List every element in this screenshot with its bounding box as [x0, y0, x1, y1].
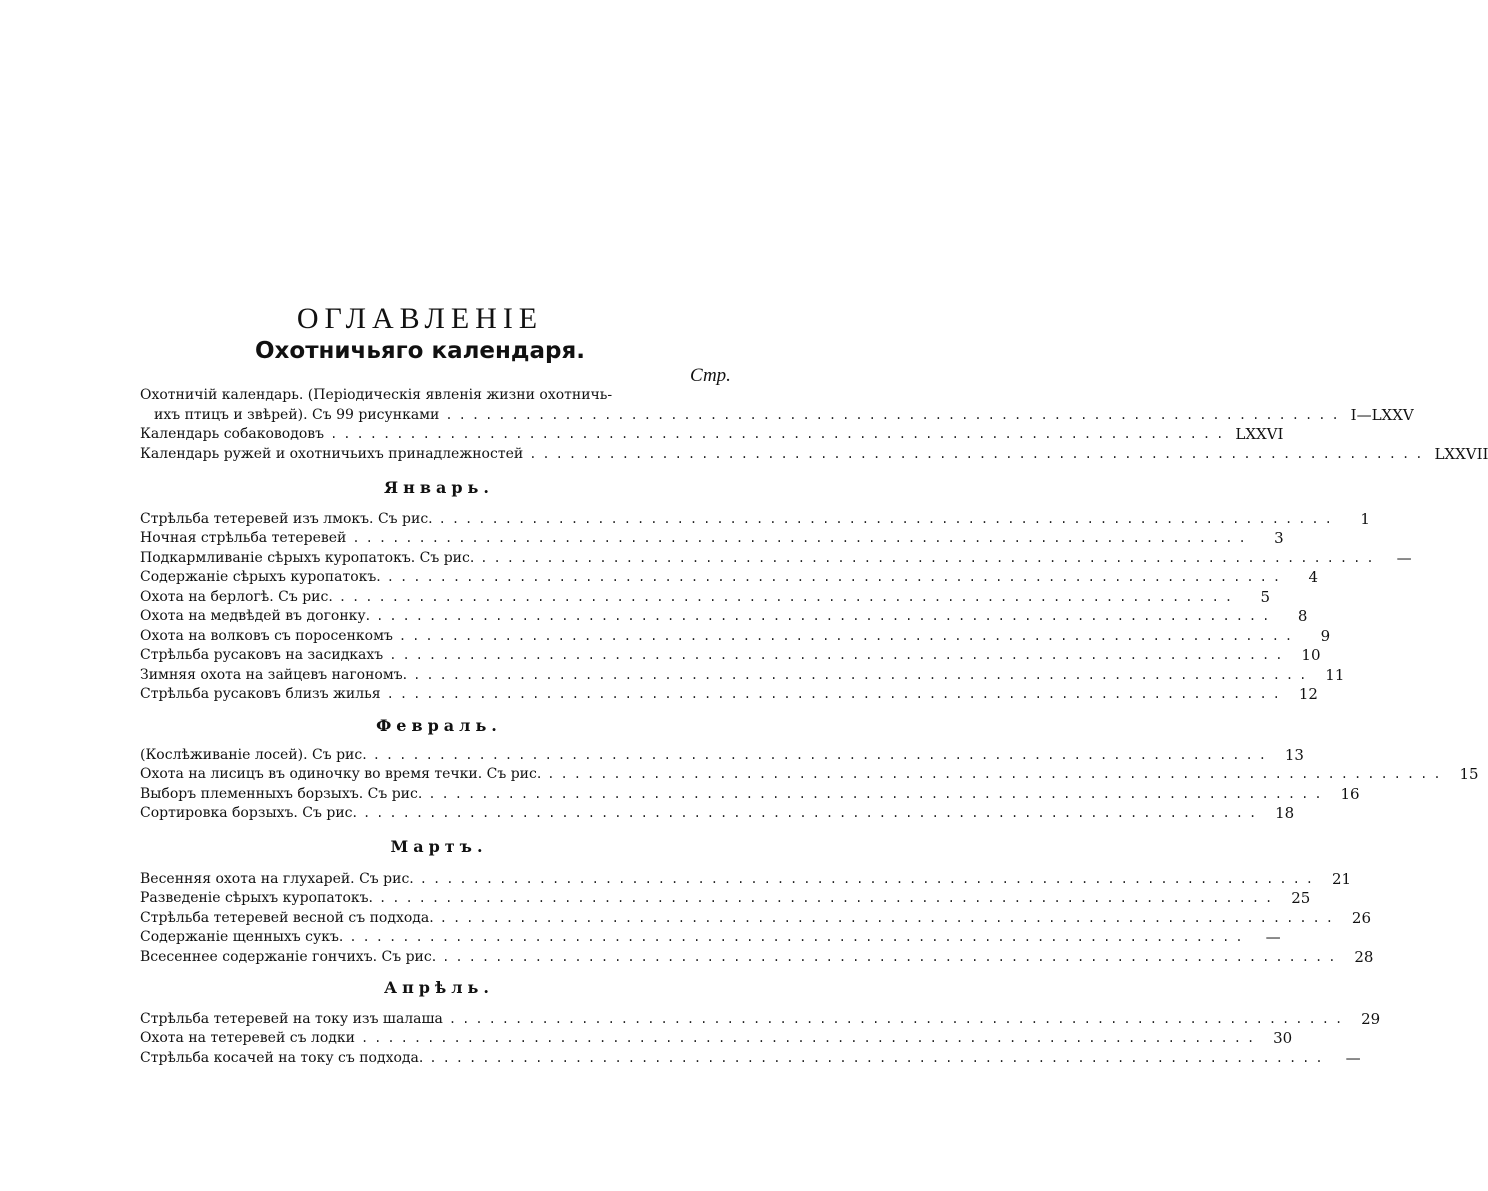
toc-entry-title: Охота на лисицъ въ одиночку во время течки. Съ рис. [140, 766, 542, 782]
leader-dots: .................................................................... [419, 871, 1320, 886]
toc-entry-page: 12 [1298, 685, 1318, 703]
toc-entry-page: 4 [1308, 568, 1319, 586]
toc-entry-page: 10 [1301, 646, 1321, 664]
toc-entry [140, 685, 1318, 705]
toc-entry-page: — [1345, 1048, 1361, 1067]
toc-entry-page: 18 [1275, 804, 1295, 822]
toc-entry-page: LXXVI [1235, 425, 1284, 443]
toc-entry-page: 11 [1325, 665, 1345, 684]
leader-dots: .................................................................... [360, 1031, 1261, 1045]
leader-dots: .................................................................... [379, 891, 1279, 905]
leader-dots: .................................................................... [330, 427, 1230, 441]
toc-entry-page: 16 [1340, 784, 1360, 803]
page-column-label: Стр. [690, 365, 731, 386]
leader-dots: .................................................................... [442, 949, 1342, 964]
toc-entry-page: 8 [1297, 607, 1308, 625]
leader-dots: .................................................................... [376, 609, 1276, 623]
toc-entry [140, 869, 1352, 890]
month-section-february [140, 716, 1479, 824]
leader-dots: .................................................................... [529, 446, 1429, 461]
toc-entry [140, 425, 1284, 445]
leader-dots: .................................................................... [445, 407, 1345, 422]
toc-entry-page: 5 [1260, 587, 1271, 606]
toc-entry [140, 947, 1374, 968]
toc-entry-title: Календарь ружей и охотничьихъ принадлежностей [140, 445, 524, 462]
toc-entry [140, 765, 1479, 785]
toc-entry-title: Содержаніе щенныхъ сукъ. [140, 929, 344, 945]
toc-entry [140, 529, 1284, 549]
leader-dots: .................................................................... [413, 667, 1313, 682]
page-title: ОГЛАВЛЕНІЕ [296, 302, 544, 336]
toc-entry-page: 21 [1331, 869, 1352, 888]
toc-entry [140, 444, 1488, 465]
toc-entry-title: Охота на тетеревей съ лодки [140, 1030, 355, 1046]
toc-entry-title: Стрѣльба тетеревей весной съ подхода. [140, 909, 434, 926]
toc-entry [140, 386, 1414, 425]
toc-entry [140, 548, 1412, 569]
toc-entry [140, 908, 1372, 929]
month-section-april [140, 978, 1381, 1068]
toc-entry-title: Стрѣльба тетеревей изъ лмокъ. Съ рис. [140, 510, 433, 527]
toc-entry-title: Зимняя охота на зайцевъ нагономъ. [140, 666, 408, 683]
toc-entry [140, 509, 1370, 530]
toc-entry-title: Подкармливаніе сѣрыхъ куропатокъ. Съ рис. [140, 549, 475, 566]
leader-dots: .................................................................... [349, 930, 1249, 944]
toc-entry-title: ихъ птицъ и звѣрей). Съ 99 рисунками [154, 406, 440, 423]
leader-dots: .................................................................... [352, 531, 1252, 545]
toc-entry-title: Содержаніе сѣрыхъ куропатокъ. [140, 569, 381, 585]
month-heading: Апрѣль. [384, 978, 494, 997]
toc-entry-title: Охота на волковъ съ поросенкомъ [140, 627, 393, 644]
toc-entry-page: 30 [1273, 1029, 1293, 1047]
toc-entry-title: Разведеніе сѣрыхъ куропатокъ. [140, 890, 373, 906]
month-heading: Февраль. [376, 716, 502, 735]
toc-entry [140, 784, 1360, 805]
toc-entry [140, 568, 1319, 588]
toc-entry-title: Всесеннее содержаніе гончихъ. Съ рис. [140, 948, 437, 965]
toc-entry-page: 13 [1284, 745, 1304, 764]
leader-dots: .................................................................... [362, 806, 1263, 820]
toc-entry [140, 804, 1295, 824]
toc-entry-page: 25 [1291, 889, 1311, 907]
toc-entry-title: Стрѣльба косачей на току съ подхода. [140, 1049, 424, 1066]
toc-entry-page: 28 [1354, 947, 1374, 966]
toc-entry [140, 1029, 1293, 1049]
leader-dots: .................................................................... [372, 747, 1272, 762]
toc-entry-page: 1 [1360, 509, 1370, 528]
toc-entry [140, 889, 1311, 909]
toc-entry [140, 1048, 1361, 1069]
month-section-march [140, 837, 1374, 967]
toc-entry-page: I—LXXV [1350, 405, 1414, 424]
toc-entry [140, 587, 1271, 608]
toc-entry-title: Охота на берлогѣ. Съ рис. [140, 588, 333, 605]
leader-dots: .................................................................... [428, 786, 1328, 801]
month-heading: Мартъ. [390, 837, 488, 856]
toc-entry-title: Ночная стрѣльба тетеревей [140, 530, 347, 546]
toc-entry-line1: Охотничій календарь. (Періодическія явленія жизни охотничь- [140, 387, 613, 403]
leader-dots: .................................................................... [429, 1050, 1329, 1065]
toc-entry-title: Весенняя охота на глухарей. Съ рис. [140, 870, 414, 887]
toc-entry-page: — [1396, 548, 1412, 567]
toc-entry-title: Стрѣльба русаковъ на засидкахъ [140, 647, 384, 663]
leader-dots: .................................................................... [547, 767, 1447, 781]
toc-entry [140, 665, 1345, 686]
toc-entry-title: Стрѣльба тетеревей на току изъ шалаша [140, 1010, 443, 1027]
toc-entry-title: (Кослѣживаніе лосей). Съ рис. [140, 746, 367, 763]
leader-dots: .................................................................... [480, 550, 1380, 565]
leader-dots: .................................................................... [448, 1011, 1349, 1026]
toc-front-section [140, 386, 1488, 464]
month-heading: Январь. [384, 478, 494, 497]
month-section-january [140, 478, 1412, 705]
leader-dots: .................................................................... [398, 628, 1299, 643]
toc-entry [140, 607, 1308, 627]
toc-entry [140, 1009, 1381, 1030]
leader-dots: .................................................................... [386, 687, 1286, 701]
leader-dots: .................................................................... [389, 648, 1289, 662]
toc-entry [140, 928, 1281, 948]
toc-entry [140, 646, 1321, 666]
toc-entry-page: 15 [1459, 765, 1479, 783]
toc-entry-title: Охота на медвѣдей въ догонку. [140, 608, 371, 624]
toc-entry [140, 626, 1331, 647]
toc-entry-title: Сортировка борзыхъ. Съ рис. [140, 805, 357, 821]
toc-entry-page: LXXVII [1434, 444, 1488, 463]
toc-entry-title: Календарь собаководовъ [140, 426, 325, 442]
toc-entry [140, 745, 1304, 766]
toc-entry-page: 9 [1320, 626, 1331, 645]
leader-dots: .................................................................... [386, 570, 1287, 584]
page-subtitle: Охотничьяго календаря. [255, 338, 585, 364]
leader-dots: .................................................................... [338, 589, 1239, 604]
toc-entry-page: 3 [1274, 529, 1284, 547]
toc-entry-page: 26 [1351, 908, 1372, 927]
toc-entry-page: — [1265, 928, 1281, 946]
toc-entry-title: Стрѣльба русаковъ близъ жилья [140, 686, 381, 702]
leader-dots: .................................................................... [439, 910, 1340, 925]
leader-dots: .................................................................... [438, 511, 1338, 526]
toc-entry-page: 29 [1361, 1009, 1381, 1028]
toc-entry-title: Выборъ племенныхъ борзыхъ. Съ рис. [140, 785, 423, 802]
